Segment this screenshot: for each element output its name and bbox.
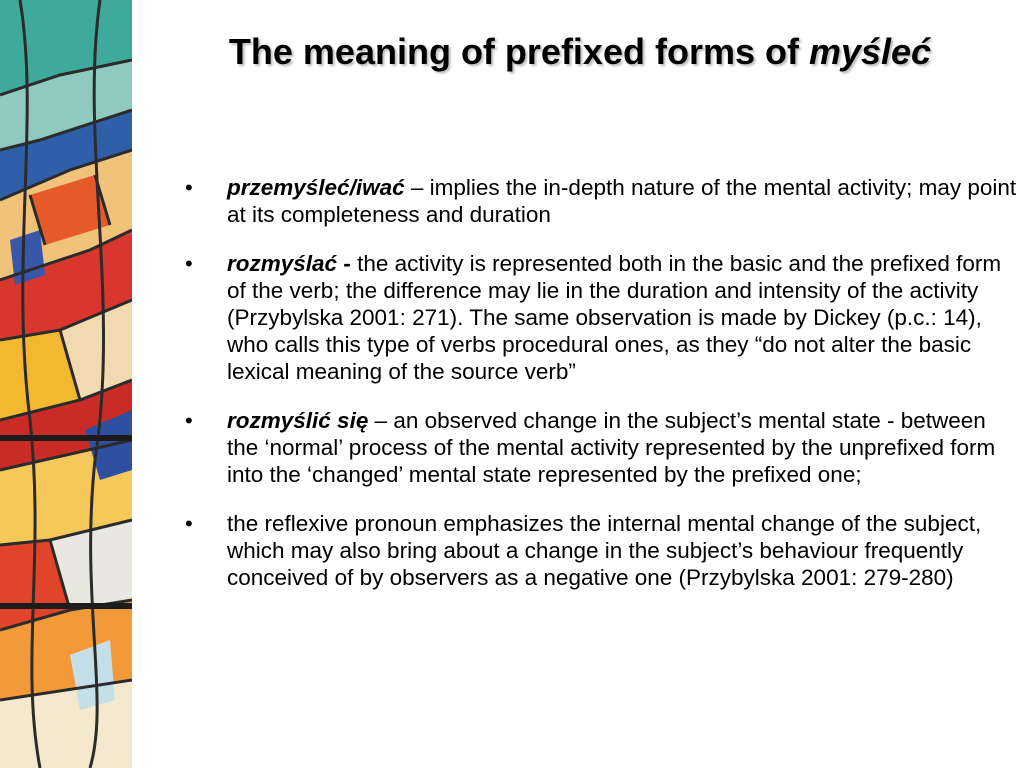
bullet-item	[185, 510, 1023, 591]
bullet-item	[185, 250, 1023, 385]
bullet-term: przemyśleć/iwać	[227, 175, 405, 200]
bullet-text: – implies the in-depth nature of the mental activity; may point at its completeness and duration	[227, 175, 1017, 227]
bullet-term: rozmyślać -	[227, 251, 351, 276]
bullet-dot-icon: •	[185, 251, 193, 276]
stained-glass-image	[0, 0, 132, 768]
bullet-dot-icon: •	[185, 408, 193, 433]
bullet-text: the activity is represented both in the basic and the prefixed form of the verb; the difference may lie in the duration and intensity of the activity (Przybylska 2001: 271). The same observation is made by Dickey (p.c.: 14), who calls this type of verbs procedural ones, as they “do not alter the basic lexical meaning of the source verb”	[227, 251, 1002, 384]
title-text: The meaning of prefixed forms of	[228, 31, 809, 72]
slide-title	[150, 30, 1010, 74]
bullet-dot-icon: •	[185, 175, 193, 200]
title-italic-word: myśleć	[808, 31, 932, 72]
bullet-item	[185, 407, 1023, 488]
bullet-text: – an observed change in the subject’s mental state - between the ‘normal’ process of the mental activity represented by the unprefixed form into the ‘changed’ mental state represented by the prefixed one;	[227, 408, 996, 487]
bullet-list	[185, 174, 1023, 613]
bullet-item	[185, 174, 1023, 228]
bullet-term: rozmyślić się	[227, 408, 369, 433]
bullet-text: the reflexive pronoun emphasizes the internal mental change of the subject, which may also bring about a change in the subject’s behaviour frequently conceived of by observers as a negative one (Przybylska 2001: 279-280)	[227, 511, 982, 590]
bullet-dot-icon: •	[185, 511, 193, 536]
